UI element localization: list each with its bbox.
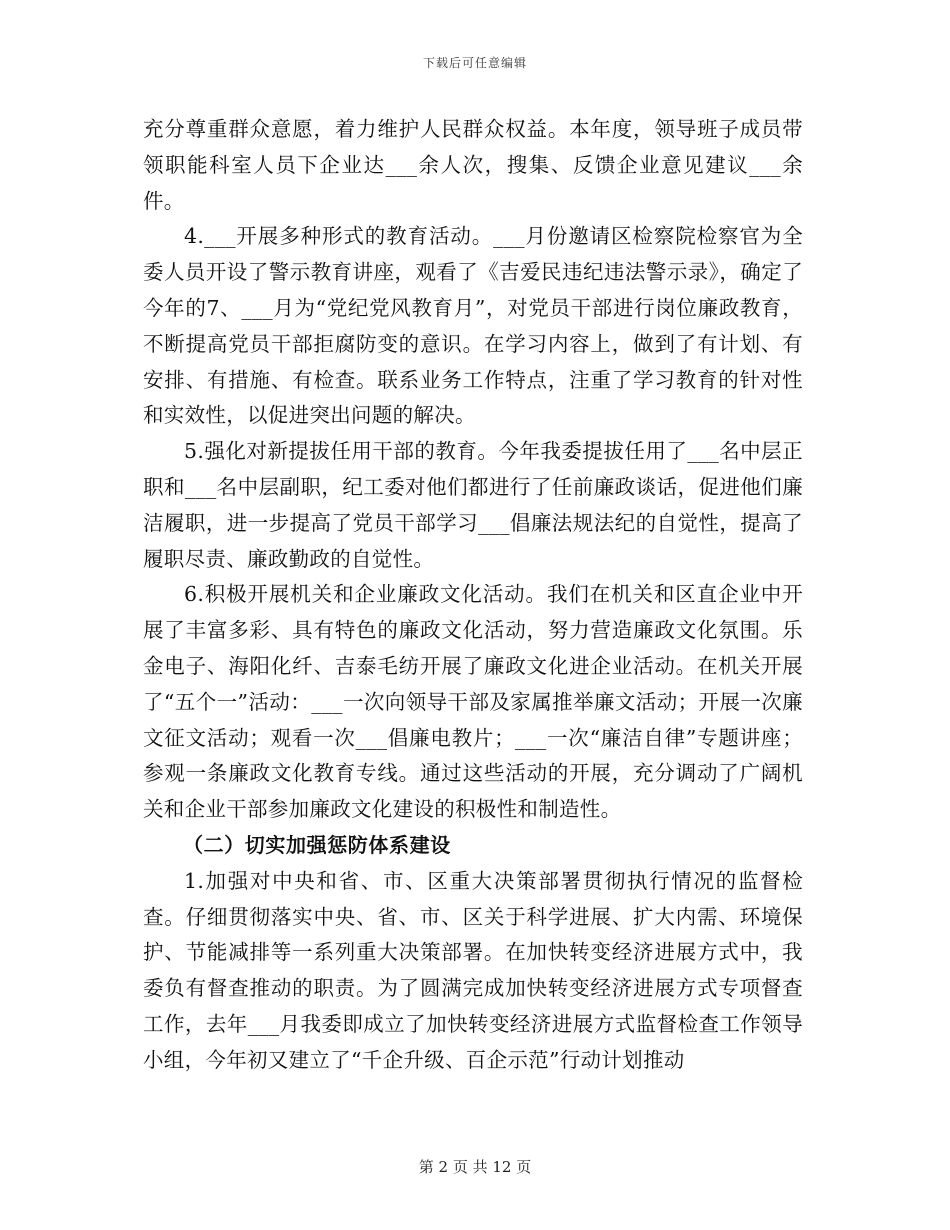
paragraph-item-5: 5.强化对新提拔任用干部的教育。今年我委提拔任用了___名中层正职和___名中层副职，纪工委对他们都进行了任前廉政谈话，促进他们廉洁履职，进一步提高了党员干部学习___倡廉法规法纪的自觉性，提高了履职尽责、廉政勤政的自觉性。 — [143, 439, 803, 571]
paragraph-continuation: 充分尊重群众意愿，着力维护人民群众权益。本年度，领导班子成员带领职能科室人员下企业达___余人次，搜集、反馈企业意见建议___余件。 — [143, 117, 803, 213]
paragraph-item-1: 1.加强对中央和省、市、区重大决策部署贯彻执行情况的监督检查。仔细贯彻落实中央、省、市、区关于科学进展、扩大内需、环境保护、节能减排等一系列重大决策部署。在加快转变经济进展方式中，我委负有督查推动的职责。为了圆满完成加快转变经济进展方式专项督查工作，去年___月我委即成立了加快转变经济进展方式监督检查工作领导小组，今年初又建立了“千企升级、百企示范”行动计划推动 — [143, 868, 803, 1072]
page-header: 下载后可任意编辑 — [422, 56, 527, 70]
paragraph-item-6: 6.积极开展机关和企业廉政文化活动。我们在机关和区直企业中开展了丰富多彩、具有特色的廉政文化活动，努力营造廉政文化氛围。乐金电子、海阳化纤、吉泰毛纺开展了廉政文化进企业活动。在机关开展了“五个一”活动：___一次向领导干部及家属推举廉文活动；开展一次廉文征文活动；观看一次___倡廉电教片；___一次“廉洁自律”专题讲座；参观一条廉政文化教育专线。通过这些活动的开展，充分调动了广阔机关和企业干部参加廉政文化建设的积极性和制造性。 — [143, 582, 803, 822]
document-body — [143, 112, 803, 1079]
paragraph-item-4: 4.___开展多种形式的教育活动。___月份邀请区检察院检察官为全委人员开设了警示教育讲座，观看了《吉爱民违纪违法警示录》，确定了今年的7、___月为“党纪党风教育月”，对党员干部进行岗位廉政教育，不断提高党员干部拒腐防变的意识。在学习内容上，做到了有计划、有安排、有措施、有检查。联系业务工作特点，注重了学习教育的针对性和实效性，以促进突出问题的解决。 — [143, 224, 803, 428]
section-heading: （二）切实加强惩防体系建设 — [183, 832, 451, 857]
page-footer: 第 2 页 共 12 页 — [418, 1158, 532, 1176]
